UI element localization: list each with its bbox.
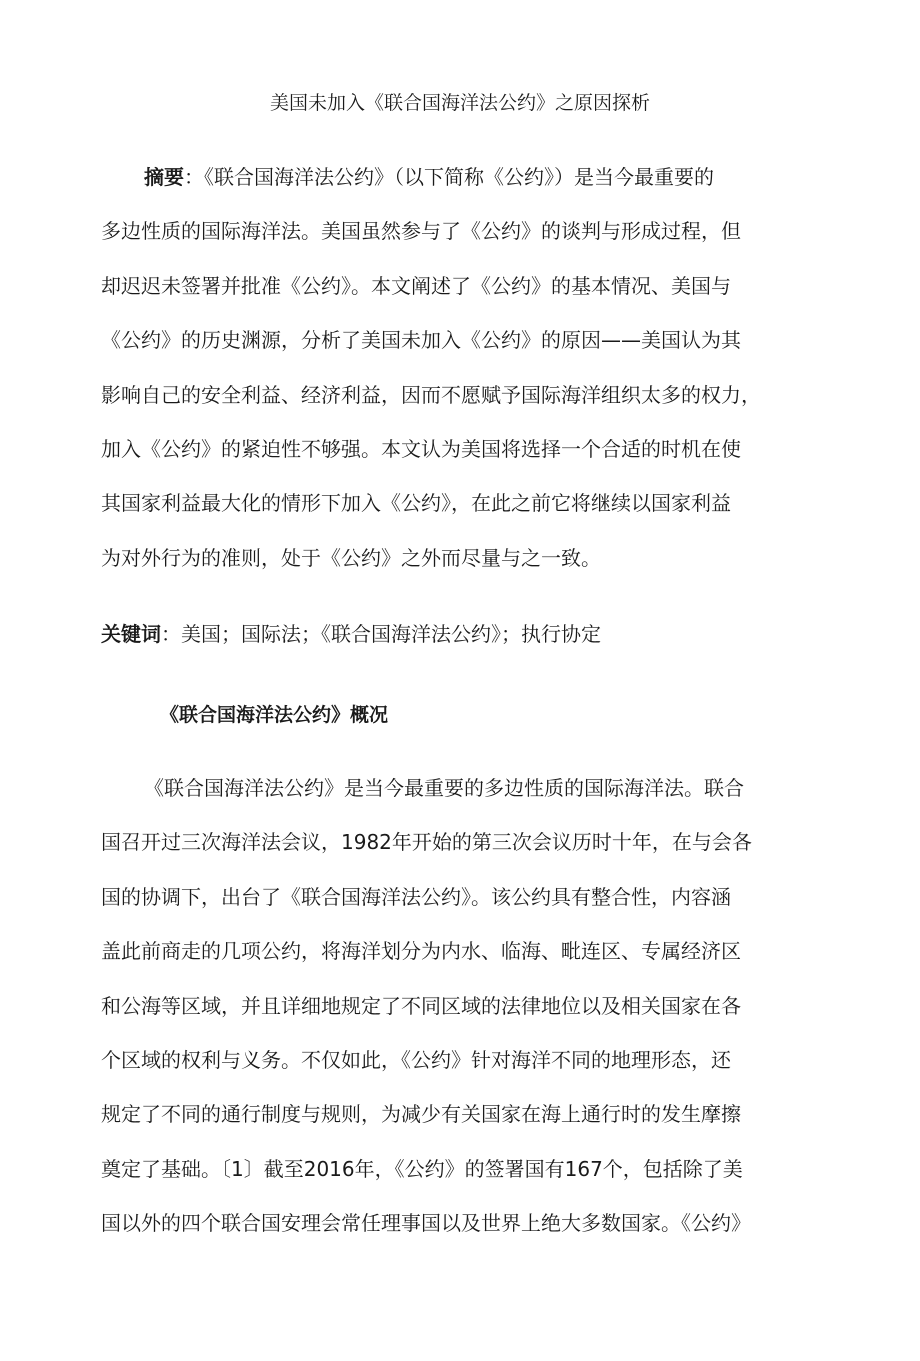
body-line: 国的协调下，出台了《联合国海洋法公约》。该公约具有整合性，内容涵 (101, 884, 731, 909)
body-line: 国以外的四个联合国安理会常任理事国以及世界上绝大多数国家。《公约》 (101, 1211, 751, 1236)
abstract-text: ：《联合国海洋法公约》（以下简称《公约》）是当今最重要的 (184, 165, 714, 189)
body-paragraph (101, 761, 791, 1251)
abstract-line: 其国家利益最大化的情形下加入《公约》，在此之前它将继续以国家利益 (101, 491, 731, 516)
body-line: 国召开过三次海洋法会议，1982年开始的第三次会议历时十年，在与会各 (101, 830, 752, 855)
keywords-label: 关键词 (101, 622, 161, 646)
abstract-line (101, 150, 791, 204)
body-line: 规定了不同的通行制度与规则，为减少有关国家在海上通行时的发生摩擦 (101, 1102, 741, 1127)
keywords-text: ：美国；国际法；《联合国海洋法公约》；执行协定 (161, 622, 601, 646)
abstract-line: 《公约》的历史渊源，分析了美国未加入《公约》的原因——美国认为其 (101, 328, 741, 353)
body-line: 《联合国海洋法公约》是当今最重要的多边性质的国际海洋法。联合 (144, 776, 744, 800)
body-line: 和公海等区域，并且详细地规定了不同区域的法律地位以及相关国家在各 (101, 993, 741, 1018)
body-line: 个区域的权利与义务。不仅如此，《公约》针对海洋不同的地理形态，还 (101, 1047, 731, 1072)
body-line: 奠定了基础。〔1〕截至2016年，《公约》的签署国有167个，包括除了美 (101, 1156, 743, 1181)
abstract-label: 摘要 (144, 165, 184, 189)
document-title: 美国未加入《联合国海洋法公约》之原因探析 (269, 92, 650, 114)
abstract-paragraph (101, 150, 791, 585)
body-line: 盖此前商走的几项公约，将海洋划分为内水、临海、毗连区、专属经济区 (101, 939, 741, 964)
abstract-line: 多边性质的国际海洋法。美国虽然参与了《公约》的谈判与形成过程，但 (101, 219, 741, 244)
abstract-line: 影响自己的安全利益、经济利益，因而不愿赋予国际海洋组织太多的权力， (101, 382, 761, 407)
keywords-line (101, 619, 601, 649)
abstract-line: 加入《公约》的紧迫性不够强。本文认为美国将选择一个合适的时机在使 (101, 436, 741, 461)
abstract-line: 却迟迟未签署并批准《公约》。本文阐述了《公约》的基本情况、美国与 (101, 273, 731, 298)
abstract-line: 为对外行为的准则，处于《公约》之外而尽量与之一致。 (101, 545, 601, 570)
section-heading: 《联合国海洋法公约》概况 (160, 704, 389, 726)
